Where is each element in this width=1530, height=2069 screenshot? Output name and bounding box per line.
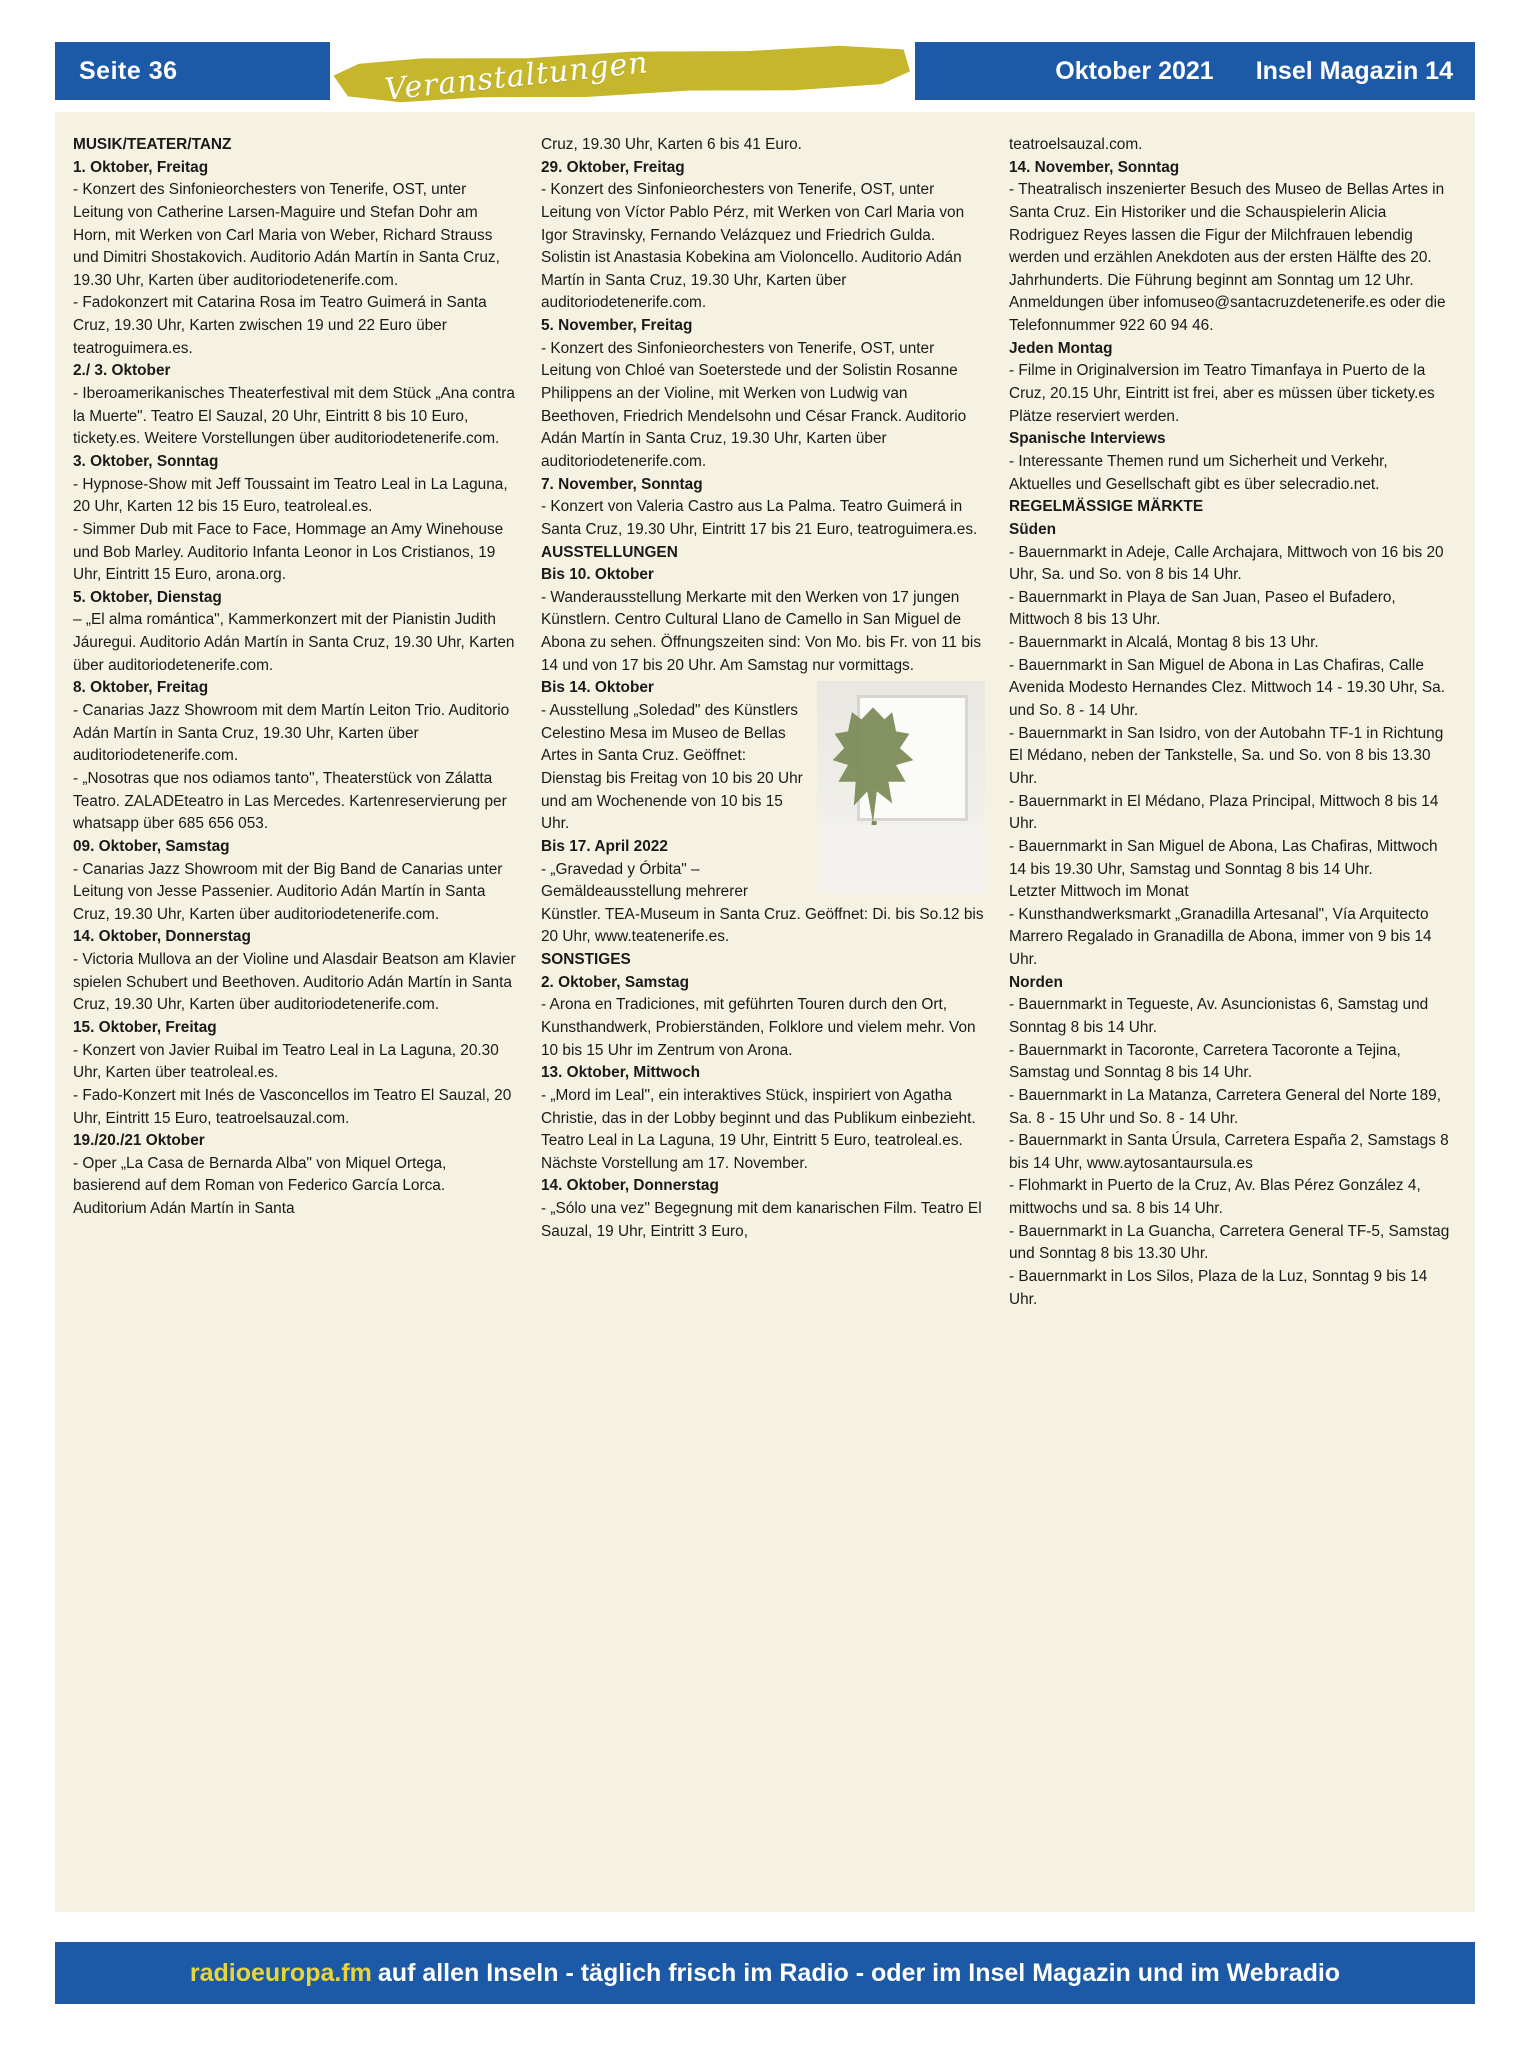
entry-date-heading: 09. Oktober, Samstag — [73, 837, 230, 855]
column-3 — [1009, 134, 1453, 1898]
entry-text: - Hypnose-Show mit Jeff Toussaint im Teatro Leal in La Laguna, 20 Uhr, Karten 12 bis 15 Euro, teatroleal.es. — [73, 475, 508, 516]
entry-text: teatroelsauzal.com. — [1009, 136, 1143, 153]
market-entry: - Bauernmarkt in La Guancha, Carretera General TF-5, Samstag und Sonntag 8 bis 13.30 Uhr. — [1009, 1222, 1450, 1263]
entry-text: - Konzert von Valeria Castro aus La Palma. Teatro Guimerá in Santa Cruz, 19.30 Uhr, Eintritt 17 bis 21 Euro, teatroguimera.es. — [541, 498, 978, 538]
entry-text: - Konzert des Sinfonieorchesters von Tenerife, OST, unter Leitung von Víctor Pablo Pérz, mit Werken von Carl Maria von Igor Stravinsky, Fernando Velázquez und Friedrich Gulda. Solistin ist Anastasia Kobekina am Violoncello. Auditorio Adán Martín in Santa Cruz, 19.30 Uhr, Karten über auditoriodetenerife.com. — [541, 181, 965, 312]
entry-date-heading: Bis 14. Oktober — [541, 679, 654, 697]
entry-text: - Interessante Themen rund um Sicherheit und Verkehr, Aktuelles und Gesellschaft gibt es über selecradio.net. — [1009, 452, 1388, 493]
entry-date-heading: 14. November, Sonntag — [1009, 158, 1180, 176]
entry-date-heading: 7. November, Sonntag — [541, 475, 703, 493]
entry-text: - Konzert des Sinfonieorchesters von Tenerife, OST, unter Leitung von Chloé van Soeterstede und der Solistin Rosanne Philippens an der Violine, mit Werken von Ludwig van Beethoven, Friedrich Mendelsohn und César Franck. Auditorio Adán Martín in Santa Cruz, 19.30 Uhr, Karten über auditoriodetenerife.com. — [541, 339, 967, 470]
market-entry: - Bauernmarkt in Alcalá, Montag 8 bis 13 Uhr. — [1009, 634, 1319, 652]
entry-date-heading: 14. Oktober, Donnerstag — [73, 928, 251, 946]
entry-text: - Konzert von Javier Ruibal im Teatro Leal in La Laguna, 20.30 Uhr, Karten über teatroleal.es. — [73, 1041, 499, 1082]
entry-text: - Filme in Originalversion im Teatro Timanfaya in Puerto de la Cruz, 20.15 Uhr, Eintritt ist frei, aber es müssen über tickety.es Plätze reserviert werden. — [1009, 362, 1435, 425]
section-brush-banner — [320, 37, 920, 109]
section-heading: REGELMÄSSIGE MÄRKTE — [1009, 498, 1204, 516]
entry-text: - Oper „La Casa de Bernarda Alba" von Miquel Ortega, basierend auf dem Roman von Federico García Lorca. Auditorium Adán Martín in Santa — [73, 1154, 447, 1218]
entry-date-heading: Bis 17. April 2022 — [541, 837, 668, 855]
market-entry: - Bauernmarkt in San Miguel de Abona in Las Chafiras, Calle Avenida Modesto Hernandes Clez. Mittwoch 14 - 19.30 Uhr, Sa. und So. 8 - 14 Uhr. — [1009, 656, 1446, 720]
entry-text: - Fadokonzert mit Catarina Rosa im Teatro Guimerá in Santa Cruz, 19.30 Uhr, Karten zwischen 19 und 22 Euro über teatroguimera.es. — [73, 294, 487, 357]
entry-date-heading: 2./ 3. Oktober — [73, 362, 171, 380]
radio-brand-label: radioeuropa.fm — [189, 1958, 372, 1987]
entry-text: - Konzert des Sinfonieorchesters von Tenerife, OST, unter Leitung von Catherine Larsen-Maguire und Stefan Dohr am Horn, mit Werken von Carl Maria von Weber, Richard Strauss und Dimitri Shostakovich. Auditorio Adán Martín in Santa Cruz, 19.30 Uhr, Karten über auditoriodetenerife.com. — [73, 181, 500, 289]
page-number-label: Seite 36 — [79, 56, 178, 85]
entry-text: - „Sólo una vez" Begegnung mit dem kanarischen Film. Teatro El Sauzal, 19 Uhr, Eintritt 3 Euro, — [541, 1200, 982, 1240]
entry-date-heading: 1. Oktober, Freitag — [73, 158, 209, 176]
entry-date-heading: 5. Oktober, Dienstag — [73, 588, 222, 606]
market-entry: - Bauernmarkt in Adeje, Calle Archajara, Mittwoch von 16 bis 20 Uhr, Sa. und So. von 8 bis 14 Uhr. — [1009, 543, 1444, 584]
entry-date-heading: 29. Oktober, Freitag — [541, 158, 685, 176]
entry-date-heading: 19./20./21 Oktober — [73, 1132, 205, 1150]
entry-date-heading: Bis 10. Oktober — [541, 566, 654, 584]
entry-text: - Canarias Jazz Showroom mit dem Martín Leiton Trio. Auditorio Adán Martín in Santa Cruz, 19.30 Uhr, Karten über auditoriodetenerife.com. — [73, 702, 510, 765]
entry-text: - Ausstellung „Soledad" des Künstlers Celestino Mesa im Museo de Bellas Artes in Santa Cruz. Geöffnet: Dienstag bis Freitag von 10 bis 20 Uhr und am Wochenende von 10 bis 15 Uhr. — [541, 702, 803, 833]
market-entry: - Bauernmarkt in San Isidro, von der Autobahn TF-1 in Richtung El Médano, neben der Tankstelle, Sa. und So. von 8 bis 13.30 Uhr. — [1009, 724, 1444, 787]
issue-info-badge — [915, 42, 1475, 100]
market-entry: - Bauernmarkt in Santa Úrsula, Carretera España 2, Samstags 8 bis 14 Uhr, www.aytosantaursula.es — [1009, 1132, 1449, 1172]
exhibition-photo — [817, 681, 985, 893]
entry-date-heading: 15. Oktober, Freitag — [73, 1018, 217, 1036]
page-number-badge — [55, 42, 330, 100]
entry-text: - Simmer Dub mit Face to Face, Hommage an Amy Winehouse und Bob Marley. Auditorio Infanta Leonor in Los Cristianos, 19 Uhr, Eintritt 15 Euro, arona.org. — [73, 520, 504, 584]
region-heading: Norden — [1009, 973, 1063, 991]
column-2 — [541, 134, 985, 1898]
entry-date-heading: Jeden Montag — [1009, 339, 1113, 357]
magazine-title-label: Insel Magazin 14 — [1255, 56, 1453, 85]
entry-text: - Victoria Mullova an der Violine und Alasdair Beatson am Klavier spielen Schubert und Beethoven. Auditorio Adán Martín in Santa Cruz, 19.30 Uhr, Karten über auditoriodetenerife.com. — [73, 951, 516, 1014]
page-footer — [55, 1942, 1475, 2004]
entry-date-heading: 8. Oktober, Freitag — [73, 679, 209, 697]
column-1 — [73, 134, 517, 1898]
entry-text: - „Mord im Leal", ein interaktives Stück, inspiriert von Agatha Christie, das in der Lobby beginnt und das Publikum einbezieht. Teatro Leal in La Laguna, 19 Uhr, Eintritt 5 Euro, teatroleal.es. Nächste Vorstellung am 17. November. — [541, 1086, 976, 1172]
entry-text: - Theatralisch inszenierter Besuch des Museo de Bellas Artes in Santa Cruz. Ein Historiker und die Schauspielerin Alicia Rodriguez Reyes lassen die Figur der Milchfrauen lebendig werden und erzählen Anekdoten aus der ersten Hälfte des 20. Jahrhunderts. Die Führung beginnt am Sonntag um 12 Uhr. Anmeldungen über infomuseo@santacruzdetenerife.es oder die Telefonnummer 922 60 94 46. — [1009, 181, 1446, 335]
section-heading: AUSSTELLUNGEN — [541, 543, 678, 561]
entry-text: Cruz, 19.30 Uhr, Karten 6 bis 41 Euro. — [541, 136, 802, 153]
market-entry: - Flohmarkt in Puerto de la Cruz, Av. Blas Pérez González 4, mittwochs und sa. 8 bis 14 Uhr. — [1009, 1177, 1421, 1218]
market-entry: - Bauernmarkt in Tegueste, Av. Asuncionistas 6, Samstag und Sonntag 8 bis 14 Uhr. — [1009, 996, 1429, 1036]
entry-date-heading: 14. Oktober, Donnerstag — [541, 1177, 719, 1195]
market-entry: - Bauernmarkt in El Médano, Plaza Principal, Mittwoch 8 bis 14 Uhr. — [1009, 792, 1439, 833]
white-cloth-shape — [817, 825, 985, 893]
content-panel — [55, 112, 1475, 1912]
entry-text: - Arona en Tradiciones, mit geführten Touren durch den Ort, Kunsthandwerk, Probierständen, Folklore und vielem mehr. Von 10 bis 15 Uhr im Zentrum von Arona. — [541, 996, 976, 1059]
market-entry: - Bauernmarkt in Playa de San Juan, Paseo el Bufadero, Mittwoch 8 bis 13 Uhr. — [1009, 588, 1396, 629]
market-entry: - Bauernmarkt in La Matanza, Carretera General del Norte 189, Sa. 8 - 15 Uhr und So. 8 - 14 Uhr. — [1009, 1086, 1442, 1127]
market-entry: - Bauernmarkt in San Miguel de Abona, Las Chafiras, Mittwoch 14 bis 19.30 Uhr, Samstag und Sonntag 8 bis 14 Uhr. — [1009, 837, 1438, 878]
entry-date-heading: 2. Oktober, Samstag — [541, 973, 689, 991]
region-heading: Süden — [1009, 520, 1057, 538]
entry-date-heading: Spanische Interviews — [1009, 430, 1166, 448]
market-note: Letzter Mittwoch im Monat — [1009, 883, 1189, 901]
entry-text: - Fado-Konzert mit Inés de Vasconcellos im Teatro El Sauzal, 20 Uhr, Eintritt 15 Euro, teatroelsauzal.com. — [73, 1086, 512, 1127]
entry-text: - Wanderausstellung Merkarte mit den Werken von 17 jungen Künstlern. Centro Cultural Llano de Camello in San Miguel de Abona zu sehen. Öffnungszeiten sind: Von Mo. bis Fr. von 11 bis 14 und von 17 bis 20 Uhr. Am Samstag nur vormittags. — [541, 588, 982, 674]
market-entry: - Kunsthandwerksmarkt „Granadilla Artesanal", Vía Arquitecto Marrero Regalado in Granadilla de Abona, immer von 9 bis 14 Uhr. — [1009, 905, 1432, 969]
footer-text: auf allen Inseln - täglich frisch im Radio - oder im Insel Magazin und im Webradio — [377, 1958, 1341, 1987]
page-header — [55, 42, 1475, 108]
entry-text: - Canarias Jazz Showroom mit der Big Band de Canarias unter Leitung von Jesse Passenier. Auditorio Adán Martín in Santa Cruz, 19.30 Uhr, Karten über auditoriodetenerife.com. — [73, 860, 503, 923]
entry-date-heading: 3. Oktober, Sonntag — [73, 452, 219, 470]
entry-text: - „Gravedad y Órbita" – Gemäldeausstellung mehrerer Künstler. TEA-Museum in Santa Cruz. Geöffnet: Di. bis So.12 bis 20 Uhr, www.teatenerife.es. — [541, 860, 984, 946]
issue-date-label: Oktober 2021 — [1055, 56, 1214, 85]
market-entry: - Bauernmarkt in Tacoronte, Carretera Tacoronte a Tejina, Samstag und Sonntag 8 bis 14 Uhr. — [1009, 1041, 1401, 1082]
section-title: Veranstaltungen — [382, 45, 651, 108]
market-entry: - Bauernmarkt in Los Silos, Plaza de la Luz, Sonntag 9 bis 14 Uhr. — [1009, 1268, 1428, 1308]
entry-date-heading: 5. November, Freitag — [541, 317, 693, 335]
entry-text: - „Nosotras que nos odiamos tanto", Theaterstück von Zálatta Teatro. ZALADEteatro in Las Mercedes. Kartenreservierung per whatsapp über 685 656 053. — [73, 769, 507, 833]
three-column-layout — [55, 112, 1475, 1912]
section-heading: SONSTIGES — [541, 951, 631, 969]
entry-date-heading: 13. Oktober, Mittwoch — [541, 1064, 701, 1082]
entry-text: - Iberoamerikanisches Theaterfestival mit dem Stück „Ana contra la Muerte". Teatro El Sauzal, 20 Uhr, Eintritt 8 bis 10 Euro, tickety.es. Weitere Vorstellungen über auditoriodetenerife.com. — [73, 385, 515, 448]
entry-text: – „El alma romántica", Kammerkonzert mit der Pianistin Judith Jáuregui. Auditorio Adán Martín in Santa Cruz, 19.30 Uhr, Karten über auditoriodetenerife.com. — [73, 611, 515, 674]
section-heading: MUSIK/TEATER/TANZ — [73, 136, 232, 153]
